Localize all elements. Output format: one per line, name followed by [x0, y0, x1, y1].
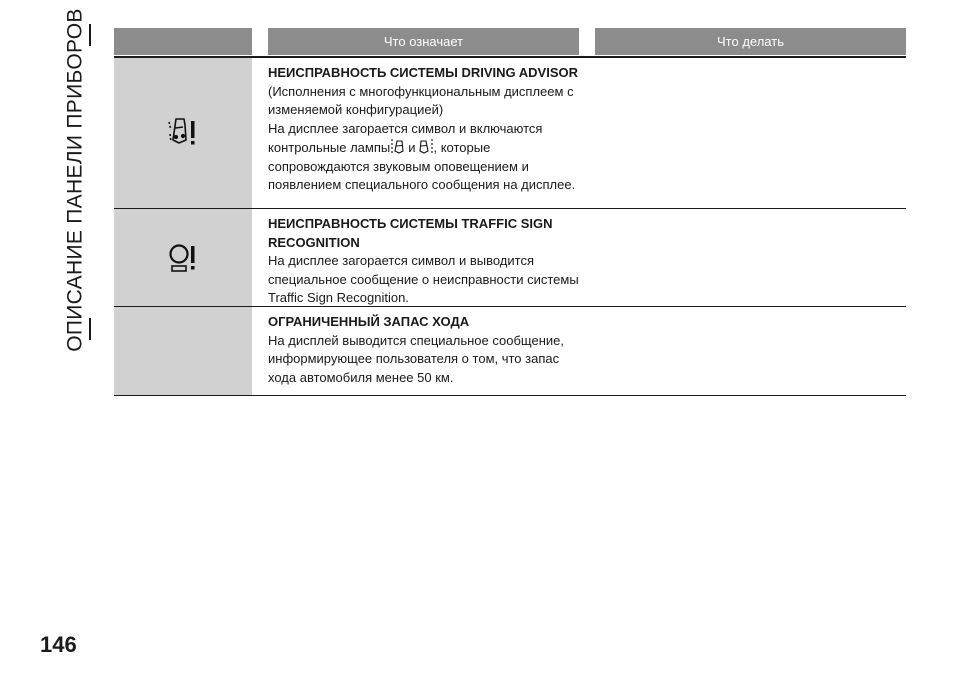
table-header [114, 28, 906, 55]
table-row [114, 209, 906, 307]
row-title: НЕИСПРАВНОСТЬ СИСТЕМЫ DRIVING ADVISOR [268, 65, 579, 80]
row-meaning [268, 209, 588, 316]
row-title: ОГРАНИЧЕННЫЙ ЗАПАС ХОДА [268, 314, 470, 329]
header-meaning: Что означает [268, 28, 579, 55]
row-title: НЕИСПРАВНОСТЬ СИСТЕМЫ TRAFFIC SIGN RECOGNITION [268, 216, 553, 250]
lane-right-warning-icon [417, 138, 433, 156]
section-title-rule-top [89, 24, 91, 46]
driving-advisor-warning-icon [167, 116, 199, 150]
section-title-rule-bottom [89, 318, 91, 340]
header-action: Что делать [595, 28, 906, 55]
page-number: 146 [40, 632, 77, 657]
traffic-sign-recognition-warning-icon [167, 241, 199, 275]
lane-left-warning-icon [391, 138, 407, 156]
warning-lights-table [114, 28, 906, 396]
row-text-a: На дисплее загорается символ и выводится специальное сообщение о неисправности системы Traffic Sign Recognition. [268, 253, 579, 305]
table-row [114, 58, 906, 209]
table-row [114, 307, 906, 396]
header-icon-column [114, 28, 252, 55]
row-text-b-wrap [268, 120, 588, 195]
row-meaning [268, 307, 588, 395]
row-text-a: (Исполнения с многофункциональным дисплеем с изменяемой конфигурацией) [268, 83, 574, 117]
row-meaning [268, 58, 588, 203]
row-icon-cell [114, 58, 252, 208]
section-title [58, 8, 94, 352]
row-icon-cell [114, 307, 252, 395]
section-title-text: ОПИСАНИЕ ПАНЕЛИ ПРИБОРОВ [64, 8, 88, 352]
row-icon-cell [114, 209, 252, 306]
row-text-b: На дисплее загорается символ и включаются контрольные лампы [268, 120, 543, 155]
row-text-c: , которые сопровождаются звуковым оповещением и появлением специального сообщения на дисплее. [268, 140, 576, 192]
row-text-and: и [408, 140, 416, 155]
row-text-a: На дисплей выводится специальное сообщение, информирующее пользователя о том, что запас хода автомобиля менее 50 км. [268, 332, 564, 385]
